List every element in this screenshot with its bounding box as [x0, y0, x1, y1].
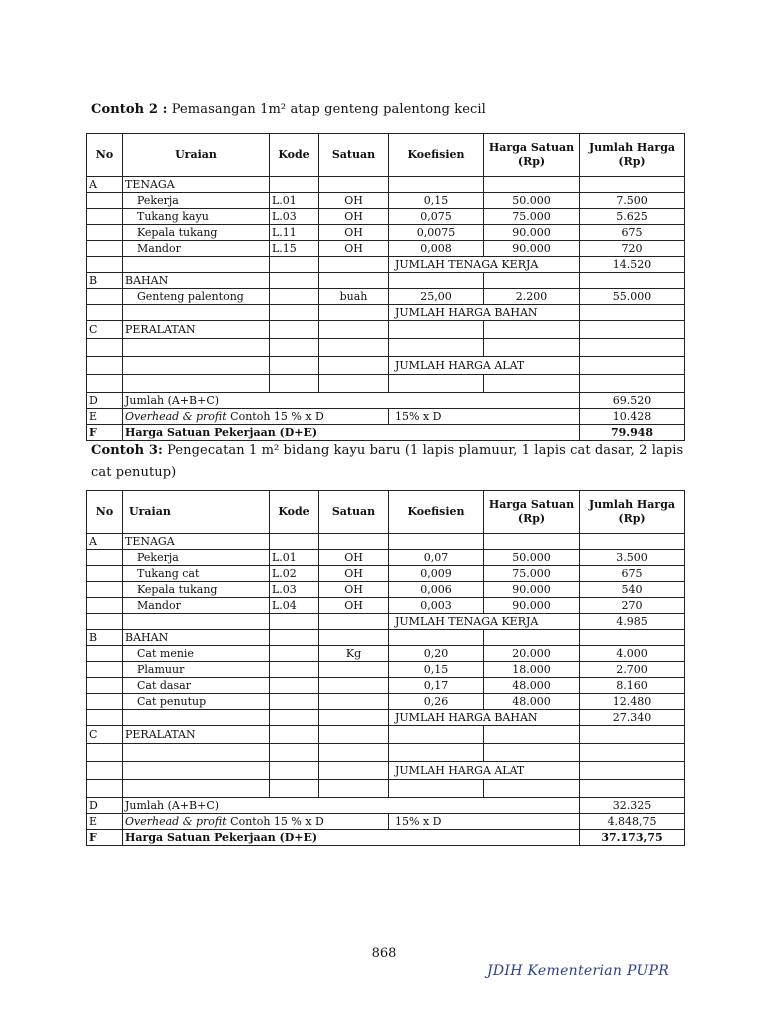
item-koefisien: 0,26 [389, 694, 484, 710]
overhead-rest: Contoh 15 % x D [226, 410, 324, 423]
item-kode: L.03 [270, 582, 319, 598]
row-no: F [87, 830, 123, 846]
item-harga: 2.200 [484, 289, 580, 305]
header-row [87, 134, 685, 177]
table-cell [484, 321, 580, 339]
item-satuan [319, 694, 389, 710]
table-cell [87, 566, 123, 582]
section-no: C [87, 321, 123, 339]
table-cell [319, 321, 389, 339]
item-harga: 90.000 [484, 598, 580, 614]
table-cell [87, 257, 123, 273]
table-cell [87, 762, 123, 780]
item-uraian: Genteng palentong [123, 289, 270, 305]
table-cell [87, 662, 123, 678]
caption-title: Pengecatan 1 m² bidang kayu baru (1 lapis plamuur, 1 lapis cat dasar, 2 lapis cat penutup) [91, 443, 684, 480]
subtotal-row [87, 305, 685, 321]
item-uraian: Pekerja [123, 550, 270, 566]
item-koefisien: 0,075 [389, 209, 484, 225]
section-label: TENAGA [123, 534, 270, 550]
table-cell [484, 744, 580, 762]
table-cell [270, 375, 319, 393]
item-satuan: OH [319, 582, 389, 598]
item-jumlah: 7.500 [580, 193, 685, 209]
row-label [123, 814, 389, 830]
table-row [87, 193, 685, 209]
item-kode [270, 646, 319, 662]
item-jumlah: 8.160 [580, 678, 685, 694]
table-row [87, 225, 685, 241]
table-cell [580, 780, 685, 798]
table-cell [123, 339, 270, 357]
item-harga: 75.000 [484, 566, 580, 582]
total-row-d [87, 798, 685, 814]
table-cell [270, 357, 319, 375]
item-kode: L.11 [270, 225, 319, 241]
row-no: E [87, 814, 123, 830]
header-harga-satuan: Harga Satuan (Rp) [484, 134, 580, 177]
subtotal-row [87, 614, 685, 630]
item-uraian: Pekerja [123, 193, 270, 209]
subtotal-row [87, 710, 685, 726]
item-jumlah: 2.700 [580, 662, 685, 678]
table-cell [87, 710, 123, 726]
table-cell [270, 630, 319, 646]
item-jumlah: 55.000 [580, 289, 685, 305]
section-row [87, 630, 685, 646]
table-cell [270, 339, 319, 357]
section-no: A [87, 177, 123, 193]
row-value: 32.325 [580, 798, 685, 814]
table-cell [580, 177, 685, 193]
item-satuan: OH [319, 566, 389, 582]
table-cell [580, 534, 685, 550]
item-kode: L.15 [270, 241, 319, 257]
item-harga: 90.000 [484, 582, 580, 598]
table-row [87, 646, 685, 662]
item-satuan: buah [319, 289, 389, 305]
item-kode [270, 694, 319, 710]
row-no: E [87, 409, 123, 425]
item-kode: L.01 [270, 550, 319, 566]
table-cell [389, 177, 484, 193]
table-cell [123, 710, 270, 726]
item-satuan: OH [319, 241, 389, 257]
header-jumlah-harga: Jumlah Harga (Rp) [580, 134, 685, 177]
table-cell [87, 598, 123, 614]
table-cell [87, 193, 123, 209]
item-harga: 90.000 [484, 241, 580, 257]
table-cell [87, 678, 123, 694]
subtotal-label: JUMLAH TENAGA KERJA [389, 614, 580, 630]
table-cell [319, 273, 389, 289]
row-value: 10.428 [580, 409, 685, 425]
section-label: BAHAN [123, 273, 270, 289]
table-cell [123, 614, 270, 630]
row-value: 4.848,75 [580, 814, 685, 830]
header-uraian: Uraian [123, 491, 270, 534]
table-row [87, 289, 685, 305]
header-koefisien: Koefisien [389, 491, 484, 534]
table-cell [319, 780, 389, 798]
row-value: 37.173,75 [580, 830, 685, 846]
section-row [87, 534, 685, 550]
table-cell [389, 744, 484, 762]
table-cell [484, 534, 580, 550]
table-row [87, 566, 685, 582]
item-harga: 18.000 [484, 662, 580, 678]
item-uraian: Cat penutup [123, 694, 270, 710]
table-cell [270, 762, 319, 780]
caption-title: Pemasangan 1m² atap genteng palentong kecil [167, 102, 486, 117]
table-cell [319, 710, 389, 726]
item-uraian: Cat menie [123, 646, 270, 662]
table-cell [87, 694, 123, 710]
table-cell [484, 630, 580, 646]
row-label: Harga Satuan Pekerjaan (D+E) [123, 425, 580, 441]
total-row-f [87, 830, 685, 846]
row-no: F [87, 425, 123, 441]
table-cell [580, 726, 685, 744]
table-cell [389, 780, 484, 798]
item-satuan: OH [319, 193, 389, 209]
item-jumlah: 675 [580, 225, 685, 241]
item-koefisien: 0,20 [389, 646, 484, 662]
table-cell [389, 375, 484, 393]
header-uraian: Uraian [123, 134, 270, 177]
section-no: A [87, 534, 123, 550]
table-cell [87, 646, 123, 662]
table-contoh-2 [86, 133, 685, 441]
table-cell [123, 357, 270, 375]
item-jumlah: 3.500 [580, 550, 685, 566]
header-no: No [87, 134, 123, 177]
table-cell [87, 582, 123, 598]
header-satuan: Satuan [319, 134, 389, 177]
item-jumlah: 270 [580, 598, 685, 614]
item-satuan: Kg [319, 646, 389, 662]
item-kode [270, 662, 319, 678]
table-cell [87, 614, 123, 630]
header-kode: Kode [270, 491, 319, 534]
header-no: No [87, 491, 123, 534]
table-cell [123, 744, 270, 762]
table-cell [270, 744, 319, 762]
section-label: PERALATAN [123, 321, 270, 339]
overhead-label: Overhead & profit [125, 410, 227, 423]
item-koefisien: 0,17 [389, 678, 484, 694]
table-cell [270, 780, 319, 798]
table-row [87, 582, 685, 598]
table-cell [270, 534, 319, 550]
caption-contoh-3 [91, 440, 691, 484]
item-satuan: OH [319, 225, 389, 241]
item-koefisien: 0,003 [389, 598, 484, 614]
table-cell [580, 630, 685, 646]
table-row [87, 339, 685, 357]
item-koefisien: 0,006 [389, 582, 484, 598]
section-no: B [87, 273, 123, 289]
table-cell [87, 357, 123, 375]
section-no: C [87, 726, 123, 744]
table-cell [87, 209, 123, 225]
row-label [123, 409, 389, 425]
table-cell [270, 710, 319, 726]
table-cell [580, 321, 685, 339]
item-uraian: Plamuur [123, 662, 270, 678]
item-jumlah: 5.625 [580, 209, 685, 225]
table-cell [389, 339, 484, 357]
table-cell [87, 744, 123, 762]
table-cell [484, 339, 580, 357]
table-row [87, 550, 685, 566]
item-jumlah: 720 [580, 241, 685, 257]
table-cell [270, 257, 319, 273]
table-row [87, 241, 685, 257]
table-cell [580, 339, 685, 357]
item-kode: L.04 [270, 598, 319, 614]
caption-label: Contoh 2 : [91, 102, 168, 117]
section-label: PERALATAN [123, 726, 270, 744]
table-cell [87, 289, 123, 305]
subtotal-value: 14.520 [580, 257, 685, 273]
table-cell [319, 534, 389, 550]
subtotal-row [87, 357, 685, 375]
row-koefisien: 15% x D [389, 814, 580, 830]
item-koefisien: 0,07 [389, 550, 484, 566]
section-label: TENAGA [123, 177, 270, 193]
table-contoh-3 [86, 490, 685, 846]
section-row [87, 177, 685, 193]
table-cell [484, 726, 580, 744]
row-koefisien: 15% x D [389, 409, 580, 425]
table-cell [484, 780, 580, 798]
table-cell [319, 614, 389, 630]
table-cell [87, 241, 123, 257]
table-cell [270, 726, 319, 744]
footer-text: JDIH Kementerian PUPR [487, 963, 670, 979]
table-row [87, 598, 685, 614]
header-jumlah-harga: Jumlah Harga (Rp) [580, 491, 685, 534]
subtotal-row [87, 257, 685, 273]
subtotal-value [580, 357, 685, 375]
item-koefisien: 0,0075 [389, 225, 484, 241]
table-row [87, 694, 685, 710]
subtotal-value [580, 305, 685, 321]
table-cell [319, 305, 389, 321]
section-label: BAHAN [123, 630, 270, 646]
item-koefisien: 0,15 [389, 662, 484, 678]
item-harga: 48.000 [484, 678, 580, 694]
header-koefisien: Koefisien [389, 134, 484, 177]
table-cell [580, 375, 685, 393]
row-value: 69.520 [580, 393, 685, 409]
subtotal-label: JUMLAH HARGA ALAT [389, 762, 580, 780]
item-jumlah: 12.480 [580, 694, 685, 710]
item-satuan: OH [319, 209, 389, 225]
total-row-d [87, 393, 685, 409]
table-cell [389, 273, 484, 289]
section-row [87, 321, 685, 339]
item-satuan: OH [319, 598, 389, 614]
table-cell [389, 630, 484, 646]
item-uraian: Mandor [123, 598, 270, 614]
page-number: 868 [371, 946, 397, 961]
header-satuan: Satuan [319, 491, 389, 534]
table-cell [123, 762, 270, 780]
section-row [87, 726, 685, 744]
table-cell [319, 177, 389, 193]
item-jumlah: 4.000 [580, 646, 685, 662]
item-jumlah: 540 [580, 582, 685, 598]
table-cell [319, 339, 389, 357]
table-cell [319, 762, 389, 780]
subtotal-label: JUMLAH HARGA BAHAN [389, 305, 580, 321]
item-uraian: Tukang kayu [123, 209, 270, 225]
item-satuan: OH [319, 550, 389, 566]
table-cell [270, 273, 319, 289]
section-no: B [87, 630, 123, 646]
item-harga: 90.000 [484, 225, 580, 241]
table-cell [319, 630, 389, 646]
table-cell [270, 177, 319, 193]
table-cell [389, 534, 484, 550]
table-cell [270, 614, 319, 630]
item-kode: L.02 [270, 566, 319, 582]
item-koefisien: 0,15 [389, 193, 484, 209]
subtotal-label: JUMLAH HARGA BAHAN [389, 710, 580, 726]
overhead-rest: Contoh 15 % x D [226, 815, 324, 828]
table-cell [87, 780, 123, 798]
row-label: Jumlah (A+B+C) [123, 798, 580, 814]
table-cell [580, 744, 685, 762]
row-value: 79.948 [580, 425, 685, 441]
subtotal-value: 27.340 [580, 710, 685, 726]
item-satuan [319, 678, 389, 694]
table-row [87, 678, 685, 694]
table-cell [87, 375, 123, 393]
header-kode: Kode [270, 134, 319, 177]
table-cell [389, 321, 484, 339]
caption-label: Contoh 3: [91, 443, 163, 458]
item-kode: L.03 [270, 209, 319, 225]
table-cell [580, 273, 685, 289]
table-cell [87, 305, 123, 321]
table-cell [87, 550, 123, 566]
subtotal-label: JUMLAH TENAGA KERJA [389, 257, 580, 273]
table-cell [123, 257, 270, 273]
item-uraian: Tukang cat [123, 566, 270, 582]
item-satuan [319, 662, 389, 678]
table-cell [319, 726, 389, 744]
table-cell [319, 257, 389, 273]
subtotal-row [87, 762, 685, 780]
item-harga: 48.000 [484, 694, 580, 710]
subtotal-value: 4.985 [580, 614, 685, 630]
table-cell [484, 375, 580, 393]
table-cell [319, 357, 389, 375]
total-row-e [87, 409, 685, 425]
subtotal-value [580, 762, 685, 780]
row-no: D [87, 393, 123, 409]
table-row [87, 780, 685, 798]
overhead-label: Overhead & profit [125, 815, 227, 828]
item-jumlah: 675 [580, 566, 685, 582]
section-row [87, 273, 685, 289]
item-kode [270, 678, 319, 694]
item-harga: 50.000 [484, 193, 580, 209]
item-koefisien: 0,008 [389, 241, 484, 257]
item-harga: 75.000 [484, 209, 580, 225]
item-harga: 50.000 [484, 550, 580, 566]
total-row-f [87, 425, 685, 441]
caption-contoh-2 [91, 99, 691, 121]
header-harga-satuan: Harga Satuan (Rp) [484, 491, 580, 534]
total-row-e [87, 814, 685, 830]
item-uraian: Kepala tukang [123, 582, 270, 598]
item-harga: 20.000 [484, 646, 580, 662]
item-uraian: Kepala tukang [123, 225, 270, 241]
table-cell [484, 177, 580, 193]
table-cell [484, 273, 580, 289]
table-cell [87, 339, 123, 357]
table-row [87, 662, 685, 678]
table-cell [270, 305, 319, 321]
table-row [87, 209, 685, 225]
item-kode [270, 289, 319, 305]
table-cell [123, 305, 270, 321]
table-row [87, 744, 685, 762]
table-cell [270, 321, 319, 339]
item-koefisien: 25,00 [389, 289, 484, 305]
row-label: Jumlah (A+B+C) [123, 393, 580, 409]
item-uraian: Mandor [123, 241, 270, 257]
row-label: Harga Satuan Pekerjaan (D+E) [123, 830, 580, 846]
header-row [87, 491, 685, 534]
row-no: D [87, 798, 123, 814]
subtotal-label: JUMLAH HARGA ALAT [389, 357, 580, 375]
table-cell [123, 375, 270, 393]
table-cell [87, 225, 123, 241]
item-koefisien: 0,009 [389, 566, 484, 582]
table-cell [123, 780, 270, 798]
table-row [87, 375, 685, 393]
item-uraian: Cat dasar [123, 678, 270, 694]
item-kode: L.01 [270, 193, 319, 209]
table-cell [319, 375, 389, 393]
table-cell [319, 744, 389, 762]
table-cell [389, 726, 484, 744]
